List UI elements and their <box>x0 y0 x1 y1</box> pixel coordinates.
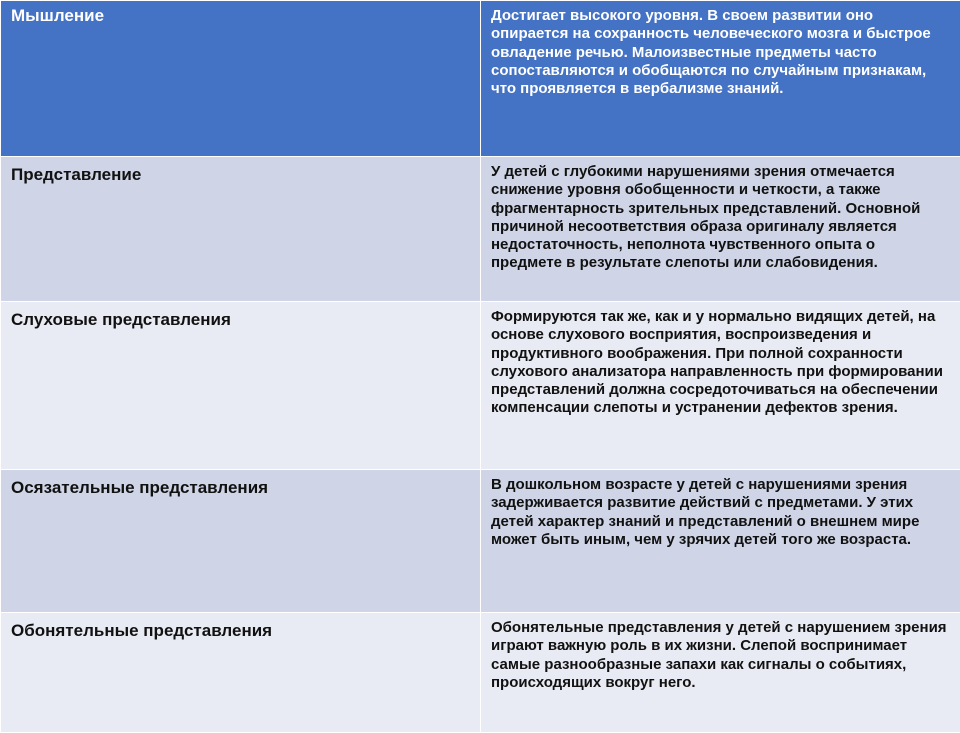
term-cell: Мышление <box>1 1 481 157</box>
table-row <box>1 470 960 613</box>
description-cell: В дошкольном возрасте у детей с нарушениями зрения задерживается развитие действий с предметами. У этих детей характер знаний и представлений о внешнем мире может быть иным, чем у зрячих детей того же возраста. <box>481 470 960 613</box>
table-row <box>1 302 960 470</box>
description-cell: Достигает высокого уровня. В своем развитии оно опирается на сохранность человеческого мозга и быстрое овладение речью. Малоизвестные предметы часто сопоставляются и обобщаются по случайным признакам, что проявляется в вербализме знаний. <box>481 1 960 157</box>
description-cell: Обонятельные представления у детей с нарушением зрения играют важную роль в их жизни. Слепой воспринимает самые разнообразные запахи как сигналы о событиях, происходящих вокруг него. <box>481 613 960 733</box>
term-cell: Осязательные представления <box>1 470 481 613</box>
term-cell: Представление <box>1 157 481 302</box>
table-row <box>1 157 960 302</box>
table-row <box>1 1 960 157</box>
table-row <box>1 613 960 733</box>
description-cell: У детей с глубокими нарушениями зрения отмечается снижение уровня обобщенности и четкости, а также фрагментарность зрительных представлений. Основной причиной несоответствия образа оригиналу является недостаточность, неполнота чувственного опыта о предмете в результате слепоты или слабовидения. <box>481 157 960 302</box>
term-cell: Слуховые представления <box>1 302 481 470</box>
term-cell: Обонятельные представления <box>1 613 481 733</box>
description-cell: Формируются так же, как и у нормально видящих детей, на основе слухового восприятия, воспроизведения и продуктивного воображения. При полной сохранности слухового анализатора направленность при формировании представлений должна сосредоточиваться на обеспечении компенсации слепоты и устранении дефектов зрения. <box>481 302 960 470</box>
